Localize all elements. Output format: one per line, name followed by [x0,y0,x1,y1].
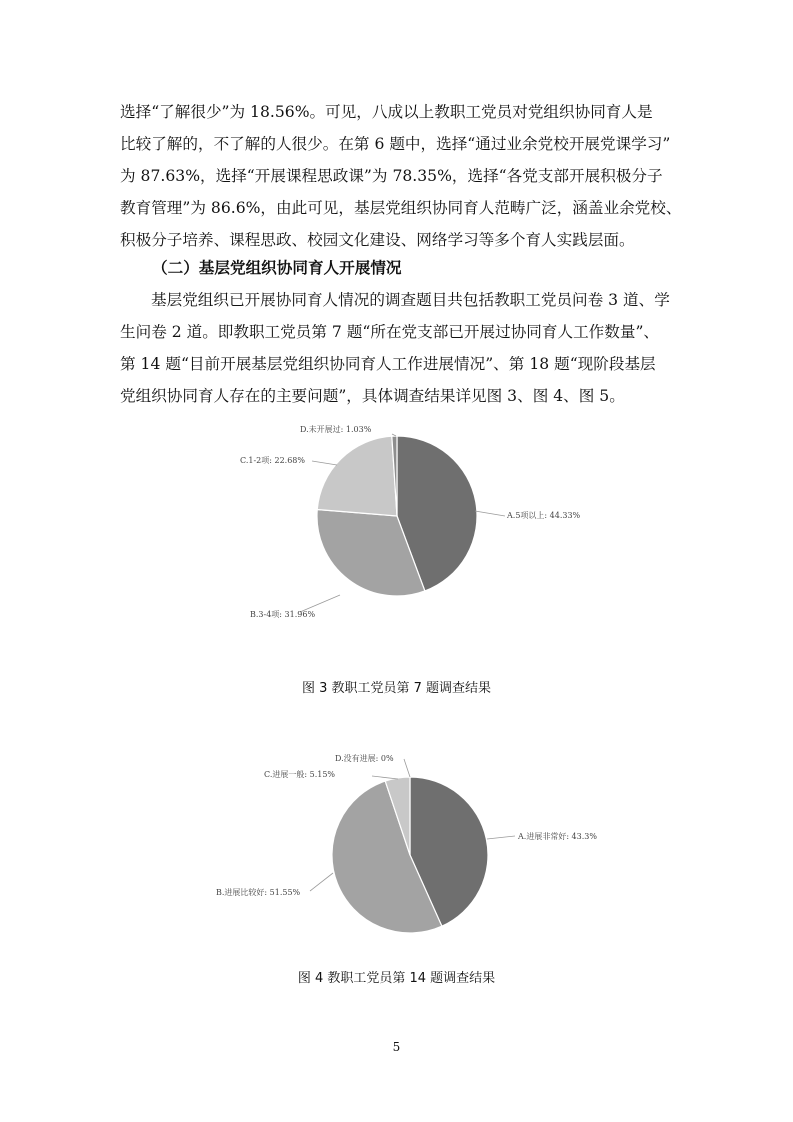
paragraph-line: 比较了解的，不了解的人很少。在第 6 题中，选择“通过业余党校开展党课学习” [120,135,671,153]
pie-slice-label: D.没有进展: 0% [335,754,394,763]
page-number: 5 [392,1040,401,1054]
pie-slice-label: A.5项以上: 44.33% [507,511,581,520]
paragraph-line: 教育管理”为 86.6%，由此可见，基层党组织协同育人范畴广泛，涵盖业余党校、 [120,199,682,217]
pie-slice-label: D.未开展过: 1.03% [300,425,372,434]
pie-leader-line [372,776,398,779]
pie-slice-label: A.进展非常好: 43.3% [518,832,597,841]
paragraph-line: 选择“了解很少”为 18.56%。可见，八成以上教职工党员对党组织协同育人是 [120,103,653,121]
pie-slice-label: B.进展比较好: 51.55% [216,888,301,897]
figure-4-caption: 图 4 教职工党员第 14 题调查结果 [297,971,496,986]
paragraph-line: 第 14 题“目前开展基层党组织协同育人工作进展情况”、第 18 题“现阶段基层 [120,355,656,373]
paragraph-line: 为 87.63%，选择“开展课程思政课”为 78.35%，选择“各党支部开展积极分子 [120,167,663,185]
pie-leader-line [487,836,515,839]
pie-slice-label: C.1-2项: 22.68% [240,456,306,465]
pie-chart-figure-4 [0,745,793,945]
pie-slice-label: B.3-4项: 31.96% [250,610,316,619]
paragraph-line: 积极分子培养、课程思政、校园文化建设、网络学习等多个育人实践层面。 [120,231,635,249]
figure-3-caption: 图 3 教职工党员第 7 题调查结果 [301,681,492,696]
pie-leader-line [404,759,410,777]
paragraph-2 [120,284,680,412]
pie-slice [317,436,397,516]
paragraph-line: 党组织协同育人存在的主要问题”，具体调查结果详见图 3、图 4、图 5。 [120,387,625,405]
pie-slice-label: C.进展一般: 5.15% [264,770,336,779]
paragraph-line: 基层党组织已开展协同育人情况的调查题目共包括教职工党员问卷 3 道、学 [151,291,670,309]
pie-chart-figure-3 [0,415,793,640]
pie-leader-line [475,511,505,516]
section-heading: （二）基层党组织协同育人开展情况 [152,259,402,277]
pie-leader-line [312,461,337,465]
pie-leader-line [310,873,333,891]
paragraph-line: 生问卷 2 道。即教职工党员第 7 题“所在党支部已开展过协同育人工作数量”、 [120,323,660,341]
paragraph-1 [120,96,680,256]
